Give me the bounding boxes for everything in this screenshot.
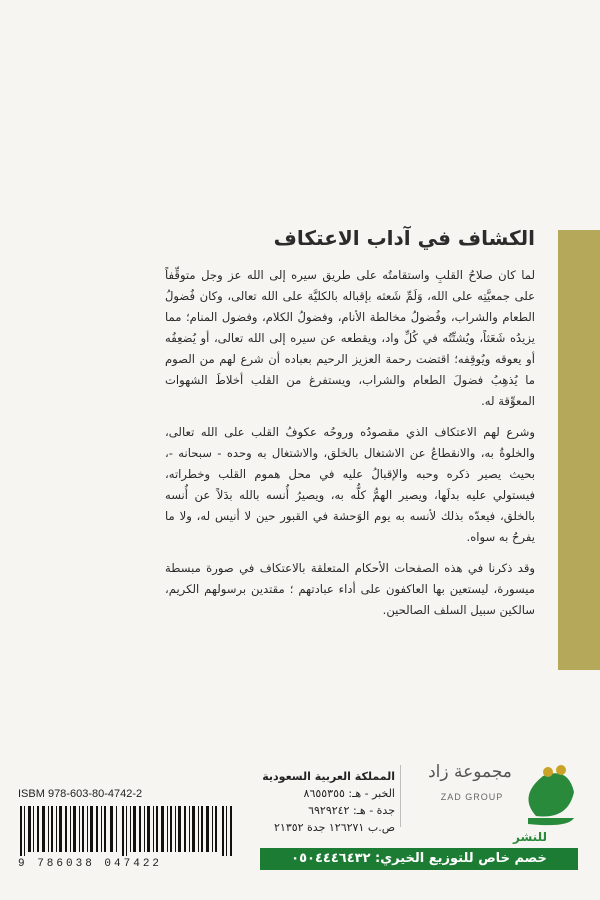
contact-jeddah: جدة - هـ: ٦٩٢٩٢٤٢ [308,804,395,817]
logo-name-arabic: مجموعة زاد [428,762,512,782]
blurb-text [165,225,535,631]
publisher-contact [255,768,395,836]
isbn-label: ISBM 978-603-80-4742-2 [18,788,143,800]
contact-khobar: الخبر - هـ: ٨٦٥٥٣٥٥ [303,787,395,800]
paragraph-2: وشرع لهم الاعتكاف الذي مقصودُه وروحُه عكوفُ القلب على الله تعالى، والخلوةُ به، والانقطاعُ عن الاشتغال بالخلق، والاشتغال به وحده - سبحانه -، بحيث يصير ذكره وحبه والإقبالُ عليه في محل هموم القلب وخطراته، فيستولي عليه بدلَها، ويصير الهمُّ كلُّه به، ويصيرُ أُنسه بالله بدَلاً عن أُنسه بالخلق، فيعدّه بذلك لأنسه به يوم الوَحشة في القبور حين لا أنيس له، ولا ما يفرحُ به سواه. [165,425,535,544]
paragraph-1: لما كان صلاحُ القلبِ واستقامتُه على طريق سيره إلى الله عز وجل متوقِّفاً على جمعيَّتِه على الله، وَلَمِّ شَعثه بإقباله بالكليَّة على الله تعالى، وكان فُضولُ الطعام والشراب، وفُضولُ مخالطة الأنام، وفضولُ الكلام، وفضول المنام؛ مما يزيدُه شَعَثاً، ويُشتِّتُه في كُلِّ واد، ويقطعه عن سيره إلى الله تعالى، أو يُضعِفُه أو يعوقه ويُوقِفه؛ اقتضت رحمة العزيز الرحيم بعباده أن شرع لهم من الصوم ما يُذهِبُ فضولَ الطعام والشراب، ويستفرغ من القلب أخلاطَ الشهوات المعوِّقة له. [165,268,535,408]
book-title: الكشاف في آداب الاعتكاف [273,226,535,250]
paragraph-3: وقد ذكرنا في هذه الصفحات الأحكام المتعلقة بالاعتكاف في صورة مبسطة ميسورة، ليستعين بها العاكفون على أداء عبادتهم ؛ مقتدين برسولهم الكريم، سالكين سبيل السلف الصالحين. [165,561,535,617]
logo-subtitle: للنشر [513,830,547,844]
contact-pobox: ص.ب ١٢٦٢٧١ جدة ٢١٣٥٢ [274,821,395,834]
contact-country: المملكة العربية السعودية [262,770,395,783]
distribution-banner: خصم خاص للتوزيع الخيري: ٠٥٠٤٤٤٦٤٣٢ [260,848,578,870]
decorative-side-bar [558,230,600,670]
contact-divider [400,765,401,827]
barcode-digits: 9 786038 047422 [18,858,163,870]
barcode-icon [18,806,238,856]
logo-name-english: ZAD GROUP [440,792,504,802]
